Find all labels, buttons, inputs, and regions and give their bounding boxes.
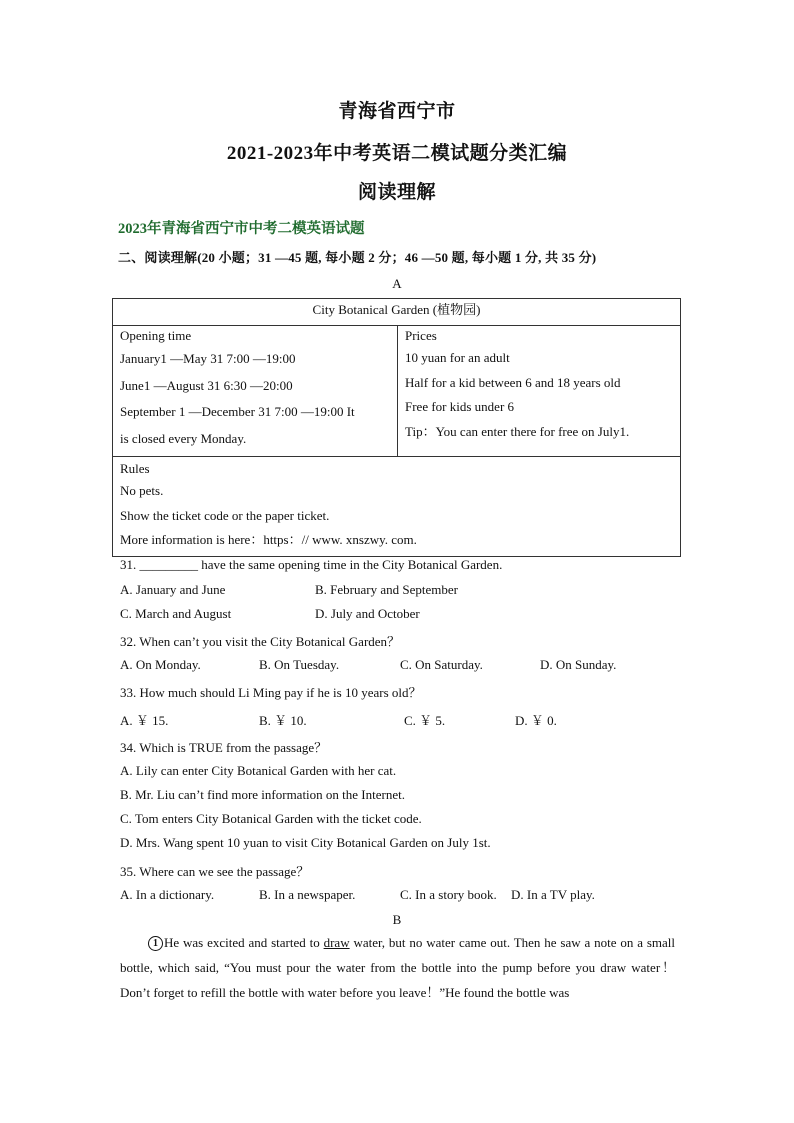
option-32a: A. On Monday. xyxy=(120,657,201,672)
question-32: 32. When can’t you visit the City Botanical Garden？ xyxy=(120,634,401,649)
option-32d: D. On Sunday. xyxy=(540,657,617,672)
question-33: 33. How much should Li Ming pay if he is 10 years old？ xyxy=(120,685,422,700)
exam-subheading: 2023年青海省西宁市中考二模英语试题 xyxy=(118,221,365,237)
question-34: 34. Which is TRUE from the passage？ xyxy=(120,740,328,755)
rules-line: More information is here：https：// www. xnszwy. com. xyxy=(120,532,417,548)
option-31b: B. February and September xyxy=(315,582,458,597)
prices-label: Prices xyxy=(405,328,437,343)
prices-line: Tip：You can enter there for free on July1. xyxy=(405,423,630,439)
prices-line: 10 yuan for an adult xyxy=(405,350,510,365)
table-header: City Botanical Garden (植物园) xyxy=(113,299,681,326)
option-32b: B. On Tuesday. xyxy=(259,657,340,672)
opening-time-line: June1 —August 31 6:30 —20:00 xyxy=(120,377,293,393)
rules-line: No pets. xyxy=(120,483,164,499)
option-34a: A. Lily can enter City Botanical Garden with her cat. xyxy=(120,763,397,778)
option-33a: A. ￥ 15. xyxy=(120,713,169,728)
rules-cell xyxy=(113,457,681,557)
question-35: 35. Where can we see the passage？ xyxy=(120,864,310,879)
paragraph-number-marker: 1 xyxy=(148,936,163,951)
section-heading: 二、阅读理解(20 小题；31 —45 题, 每小题 2 分；46 —50 题, 每小题 1 分, 共 35 分) xyxy=(118,250,597,265)
option-34c: C. Tom enters City Botanical Garden with the ticket code. xyxy=(120,811,422,826)
opening-time-line: January1 —May 31 7:00 —19:00 xyxy=(120,351,296,366)
prices-line: Half for a kid between 6 and 18 years old xyxy=(405,374,621,390)
opening-time-label: Opening time xyxy=(120,328,192,343)
option-31a: A. January and June xyxy=(120,582,226,597)
option-32c: C. On Saturday. xyxy=(400,657,483,672)
passage-b-paragraph xyxy=(120,930,675,1005)
question-31: 31. _________ have the same opening time in the City Botanical Garden. xyxy=(120,557,503,572)
opening-time-line: is closed every Monday. xyxy=(120,430,247,446)
doc-title-province: 青海省西宁市 xyxy=(338,101,456,122)
option-31d: D. July and October xyxy=(315,606,420,621)
doc-title-topic: 阅读理解 xyxy=(357,182,436,203)
option-35d: D. In a TV play. xyxy=(511,887,595,902)
option-33d: D. ￥ 0. xyxy=(515,713,557,728)
opening-time-cell xyxy=(113,326,398,457)
prices-cell xyxy=(398,326,681,457)
option-33b: B. ￥ 10. xyxy=(259,713,307,728)
option-33c: C. ￥ 5. xyxy=(404,713,446,728)
option-35a: A. In a dictionary. xyxy=(120,887,215,902)
garden-info-table xyxy=(112,298,681,557)
option-34d: D. Mrs. Wang spent 10 yuan to visit City Botanical Garden on July 1st. xyxy=(120,835,491,850)
option-35c: C. In a story book. xyxy=(400,887,497,902)
passage-text: water, but no water came out. Then he saw a note on a small bottle, which said, “You must pour the water from the bottle into the pump before you draw water！ Don’t forget to refill the bottle with water before you leave！”He found the bottle was xyxy=(120,935,675,1000)
passage-text: He was excited and started to xyxy=(164,935,324,950)
passage-letter-b: B xyxy=(392,912,402,927)
doc-title-collection: 2021-2023年中考英语二模试题分类汇编 xyxy=(226,143,568,164)
option-35b: B. In a newspaper. xyxy=(259,887,356,902)
passage-letter-a: A xyxy=(392,276,402,291)
prices-line: Free for kids under 6 xyxy=(405,399,515,414)
option-34b: B. Mr. Liu can’t find more information on the Internet. xyxy=(120,787,405,802)
option-31c: C. March and August xyxy=(120,606,232,621)
opening-time-line: September 1 —December 31 7:00 —19:00 It xyxy=(120,404,355,420)
rules-label: Rules xyxy=(120,461,150,477)
underlined-word: draw xyxy=(323,935,350,950)
rules-line: Show the ticket code or the paper ticket. xyxy=(120,507,330,523)
